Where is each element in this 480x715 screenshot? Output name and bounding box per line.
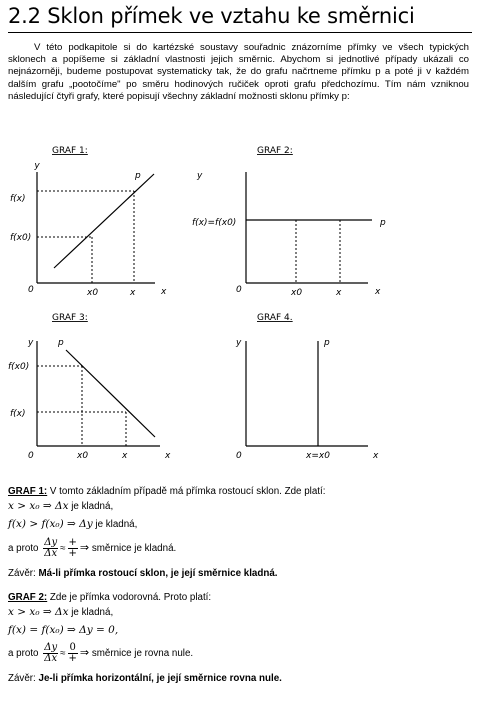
graph-3-fx0-label: f(x0) [8,362,30,372]
graph-2-x-tick-label: x [336,288,342,298]
graf1-l3-text: směrnice je kladná. [89,543,177,555]
graph-1-x-axis-label: x [161,287,167,297]
graph-4-x-axis-label: x [373,451,379,461]
graf1-conclusion [8,568,278,580]
graf2-approx: ≈ [60,648,66,660]
graf2-text: Zde je přímka vodorovná. Proto platí: [47,592,212,603]
graf1-sign-fraction: $\frac{+}{+}$ [68,537,77,559]
graph-3-p-label: p [58,338,64,348]
graf1-concl-label: Závěr: [8,568,39,579]
graf1-line-1 [8,500,113,513]
graf1-l2-math: f(x) > f(x₀) ⇒ Δy [8,518,93,530]
graph-3 [8,313,171,461]
graf2-heading: GRAF 2: [8,592,48,603]
graf2-l2-math: f(x) = f(x₀) ⇒ Δy = 0, [8,624,119,636]
graph-4 [235,313,379,461]
graph-3-fx-label: f(x) [10,409,26,419]
graf1-approx: ≈ [60,543,66,555]
graf2-l1-math: x > x₀ ⇒ Δx [8,606,69,618]
graph-3-y-label: y [28,338,34,348]
graph-4-title: GRAF 4. [257,313,293,323]
graph-1 [10,146,167,298]
graph-3-x-axis-label: x [165,451,171,461]
page-title: 2.2 Sklon přímek ve vztahu ke směrnici [8,4,415,28]
graph-3-title: GRAF 3: [52,313,88,323]
graph-3-origin: 0 [28,451,34,461]
graph-1-p-label: p [135,171,141,181]
graph-4-p-label: p [324,338,330,348]
graph-4-xeq-label: x=x0 [306,451,330,461]
graph-4-y-label: y [236,338,242,348]
graph-2-title: GRAF 2: [257,146,293,156]
graf1-l1-math: x > x₀ ⇒ Δx [8,500,69,512]
graf2-l3-prefix: a proto [8,648,42,660]
graph-1-line-p [54,174,154,268]
graph-2 [192,146,386,298]
graph-3-line-p [66,350,155,437]
graph-4-origin: 0 [236,451,242,461]
graf1-heading: GRAF 1: [8,486,48,497]
graf2-implies: ⇒ [79,646,90,660]
graph-2-origin: 0 [236,285,242,295]
graf2-conclusion [8,673,282,685]
graph-3-x-tick-label: x [122,451,128,461]
intro-text: V této podkapitole si do kartézské soustavy souřadnic znázorníme přímky ve všech typických sklonech a popíšeme si základní vlastnosti jejich směrnic. Abychom si jednotlivé případy ukázali co nejnázorněji, budeme postupovat systematicky tak, že do grafu načrtneme přímku p a poté ji v každém dalším grafu „pootočíme" po směru hodinových ručiček oproti grafu předchozímu. Tím nám vzniknou následující čtyři grafy, které popisují všechny základní možnosti sklonu přímky p: [8,42,469,102]
graf1-l2-text: je kladná, [92,519,138,530]
graf2-concl-label: Závěr: [8,673,39,684]
graph-3-x0-label: x0 [77,451,89,461]
graf1-l3-prefix: a proto [8,543,42,555]
graf2-line-1 [8,606,113,619]
graf2-line-2 [8,624,118,637]
graf2-line-3 [8,643,193,664]
graf2-fraction: $\frac{\Delta y}{\Delta x}$ [44,642,58,664]
graph-1-title: GRAF 1: [52,146,88,156]
graph-1-x-tick-label: x [130,288,136,298]
graph-1-origin: 0 [28,285,34,295]
graf2-concl: Je-li přímka horizontální, je její směrnice rovna nule. [38,673,282,684]
graf1-implies: ⇒ [79,541,90,555]
graf1-line-3 [8,538,176,559]
graf1-intro [8,486,325,498]
graph-1-fx0-label: f(x0) [10,233,32,243]
graf1-l1-text: je kladná, [68,501,114,512]
graf1-line-2 [8,518,137,531]
graf1-text: V tomto základním případě má přímka rostoucí sklon. Zde platí: [47,486,326,497]
graf2-l1-text: je kladná, [68,607,114,618]
graph-2-x-axis-label: x [375,287,381,297]
graph-2-fxeq-label: f(x)=f(x0) [192,218,237,228]
graf1-concl: Má-li přímka rostoucí sklon, je její směrnice kladná. [38,568,278,579]
graf2-intro [8,592,211,604]
graph-1-x0-label: x0 [87,288,99,298]
graph-2-x0-label: x0 [291,288,303,298]
graf2-sign-fraction: $\frac{0}{+}$ [68,642,77,664]
graph-1-fx-label: f(x) [10,194,26,204]
graph-1-y-label: y [34,161,40,171]
graph-2-p-label: p [380,218,386,228]
graf2-l3-text: směrnice je rovna nule. [89,648,194,660]
graph-2-y-label: y [197,171,203,181]
graf1-fraction: $\frac{\Delta y}{\Delta x}$ [44,537,58,559]
